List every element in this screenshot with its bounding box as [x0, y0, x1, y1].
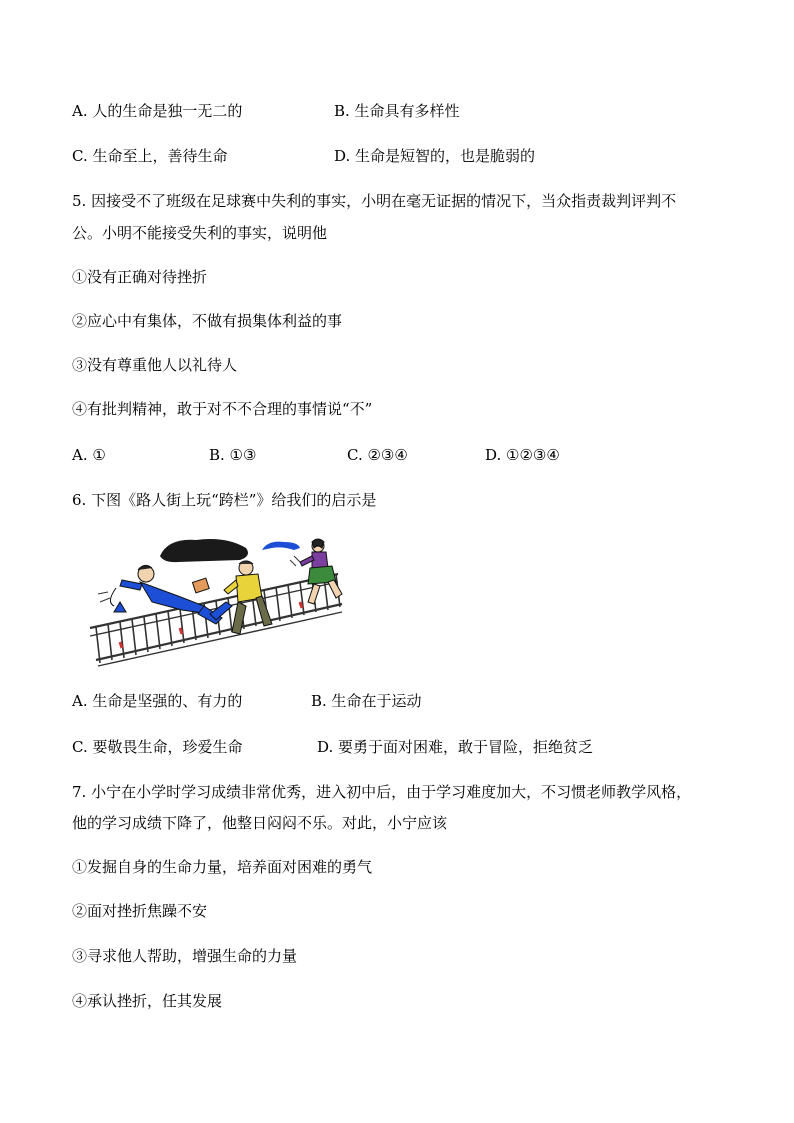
- q5-stem-line2: 公。小明不能接受失利的事实，说明他: [72, 224, 328, 242]
- q7-item-4: ④承认挫折，任其发展: [72, 992, 223, 1010]
- q4-option-d: D. 生命是短智的，也是脆弱的: [334, 147, 536, 165]
- q7-stem-line1: 7. 小宁在小学时学习成绩非常优秀，进入初中后，由于学习难度加大，不习惯老师教学风格，: [72, 783, 692, 801]
- woman-green: [300, 539, 342, 604]
- q4-option-b: B. 生命具有多样性: [334, 102, 460, 120]
- hurdling-illustration: [86, 532, 348, 670]
- q5-option-d: D. ①②③④: [485, 446, 560, 464]
- q6-option-b: B. 生命在于运动: [311, 692, 422, 710]
- q5-item-2: ②应心中有集体，不做有损集体利益的事: [72, 312, 343, 330]
- q6-option-a: A. 生命是坚强的、有力的: [72, 692, 243, 710]
- motion-lines: [98, 556, 300, 602]
- q7-item-3: ③寻求他人帮助，增强生命的力量: [72, 947, 298, 965]
- q4-option-a: A. 人的生命是独一无二的: [72, 102, 243, 120]
- car-roof: [262, 542, 300, 550]
- briefcase: [192, 578, 209, 593]
- q6-option-d: D. 要勇于面对困难，敢于冒险，拒绝贫乏: [317, 738, 594, 756]
- runner-blue: [110, 565, 232, 624]
- q5-item-3: ③没有尊重他人以礼待人: [72, 356, 238, 374]
- q7-stem-line2: 他的学习成绩下降了，他整日闷闷不乐。对此，小宁应该: [72, 814, 448, 832]
- q5-stem-line1: 5. 因接受不了班级在足球赛中失利的事实，小明在毫无证据的情况下，当众指责裁判评判不: [72, 192, 677, 210]
- q7-item-2: ②面对挫折焦躁不安: [72, 902, 208, 920]
- q7-item-1: ①发掘自身的生命力量，培养面对困难的勇气: [72, 858, 373, 876]
- q4-option-c: C. 生命至上，善待生命: [72, 147, 228, 165]
- q5-item-1: ①没有正确对待挫折: [72, 268, 208, 286]
- q6-stem: 6. 下图《路人街上玩“跨栏”》给我们的启示是: [72, 491, 377, 509]
- car-silhouette: [160, 539, 248, 562]
- q5-option-a: A. ①: [72, 446, 106, 464]
- q6-option-c: C. 要敬畏生命，珍爱生命: [72, 738, 243, 756]
- q5-option-c: C. ②③④: [347, 446, 408, 464]
- q5-item-4: ④有批判精神，敢于对不不合理的事情说“不”: [72, 400, 373, 418]
- q5-option-b: B. ①③: [209, 446, 257, 464]
